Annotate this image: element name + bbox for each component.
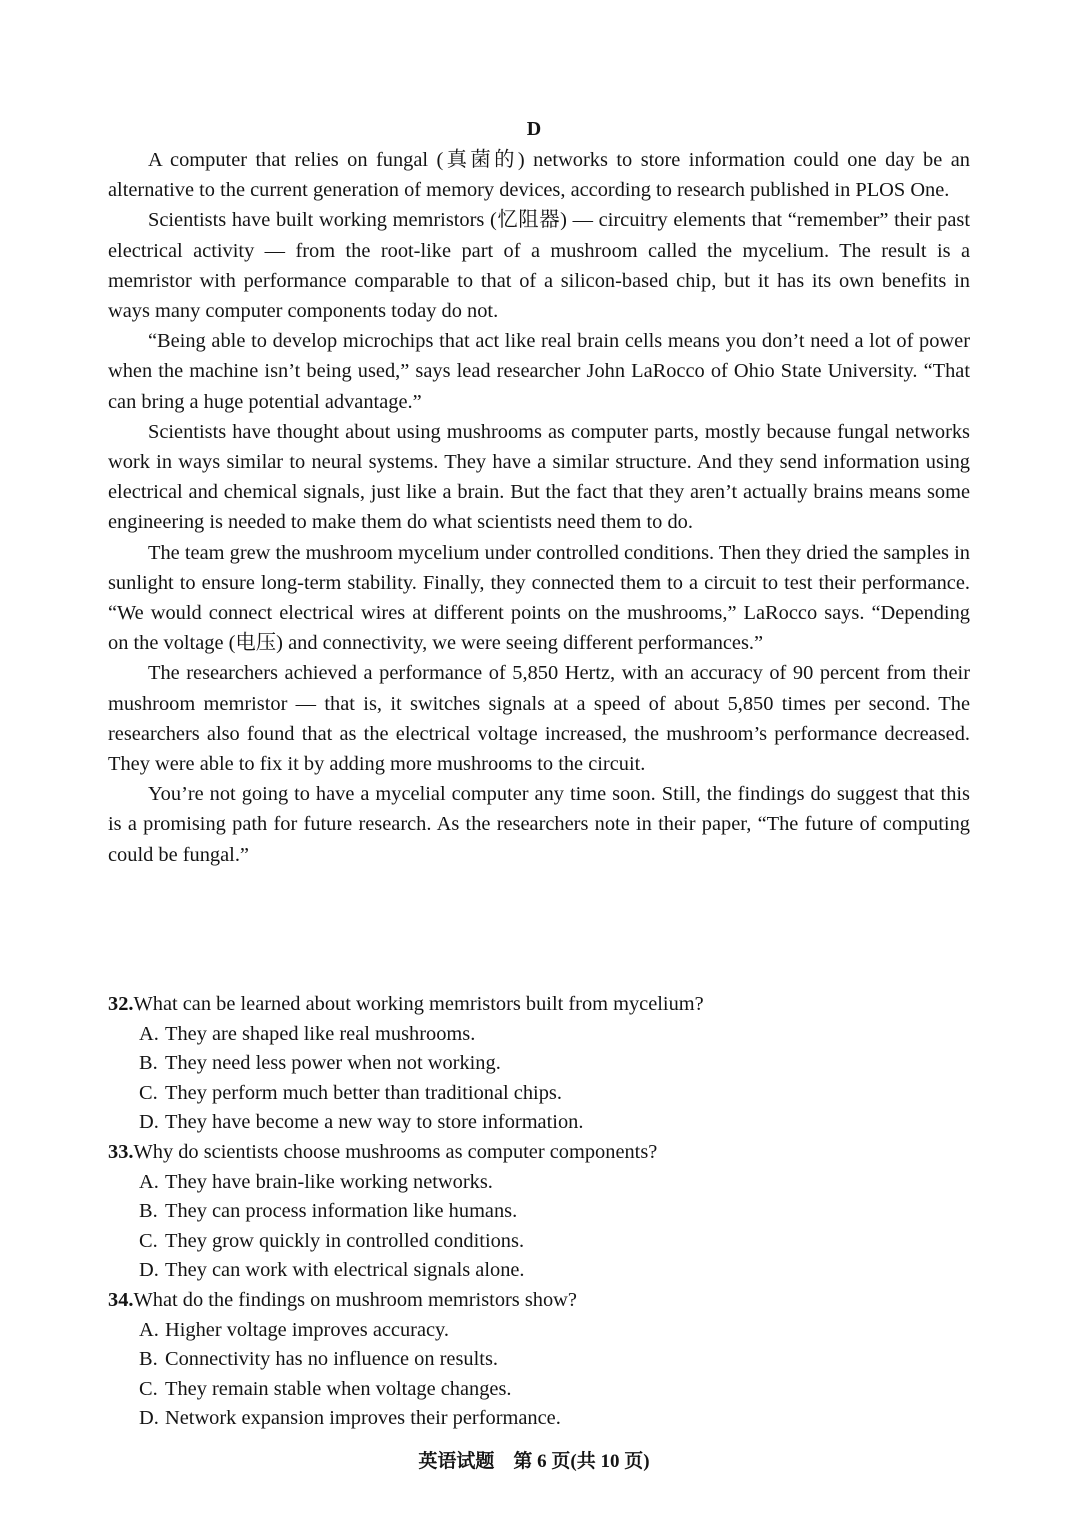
question-number: 34. [108, 1288, 134, 1311]
option-b[interactable] [139, 1345, 970, 1375]
option-letter: B. [139, 1348, 158, 1371]
option-text: They are shaped like real mushrooms. [165, 1022, 476, 1045]
question-stem [108, 990, 970, 1020]
passage-paragraph: The team grew the mushroom mycelium under controlled conditions. Then they dried the samples in sunlight to ensure long-term stability. Finally, they connected them to a circuit to test their performance. “We would connect electrical wires at different points on the mushrooms,” LaRocco says. “Depending on the voltage (电压) and connectivity, we were seeing different performances.” [108, 541, 970, 655]
question-number: 32. [108, 993, 134, 1015]
option-text: They can process information like humans. [165, 1200, 518, 1223]
option-letter: A. [139, 1022, 159, 1045]
option-letter: C. [139, 1377, 158, 1400]
passage-paragraph: Scientists have thought about using mushrooms as computer parts, mostly because fungal networks work in ways similar to neural systems. They have a similar structure. And they send information using electrical and chemical signals, just like a brain. But the fact that they aren’t actually brains means some engineering is needed to make them do what scientists need them to do. [108, 420, 970, 534]
question-list [108, 990, 970, 1434]
option-b[interactable] [139, 1197, 970, 1227]
option-text: They have become a new way to store information. [165, 1111, 584, 1134]
question-number: 33. [108, 1140, 134, 1163]
question-text: What can be learned about working memristors built from mycelium? [133, 993, 704, 1015]
page-footer: 英语试题 第 6 页(共 10 页) [418, 1451, 650, 1472]
question-stem [108, 1286, 970, 1316]
section-heading: D [526, 118, 542, 140]
option-list [108, 1168, 970, 1286]
reading-passage [108, 145, 970, 870]
option-list [108, 1020, 970, 1138]
passage-paragraph: Scientists have built working memristors (忆阻器) — circuitry elements that “remember” their past electrical activity — from the root-like part of a mushroom called the mycelium. The result is a memristor with performance comparable to that of a silicon-based chip, but it has its own benefits in ways many computer components today do not. [108, 209, 970, 323]
option-a[interactable] [139, 1316, 970, 1346]
option-letter: C. [139, 1229, 158, 1252]
option-d[interactable] [139, 1404, 970, 1434]
option-text: Higher voltage improves accuracy. [165, 1318, 450, 1341]
passage-paragraph: You’re not going to have a mycelial computer any time soon. Still, the findings do suggest that this is a promising path for future research. As the researchers note in their paper, “The future of computing could be fungal.” [108, 783, 970, 866]
option-a[interactable] [139, 1020, 970, 1050]
option-d[interactable] [139, 1256, 970, 1286]
option-a[interactable] [139, 1168, 970, 1198]
question-stem [108, 1138, 970, 1168]
passage-paragraph: “Being able to develop microchips that act like real brain cells means you don’t need a lot of power when the machine isn’t being used,” says lead researcher John LaRocco of Ohio State University. “That can bring a huge potential advantage.” [108, 330, 970, 413]
question-text: Why do scientists choose mushrooms as computer components? [133, 1140, 658, 1163]
option-text: They grow quickly in controlled conditions. [165, 1229, 525, 1252]
option-letter: C. [139, 1081, 158, 1104]
option-text: Connectivity has no influence on results. [165, 1348, 498, 1371]
option-c[interactable] [139, 1079, 970, 1109]
option-b[interactable] [139, 1049, 970, 1079]
option-text: Network expansion improves their performance. [165, 1407, 561, 1430]
question-33 [108, 1138, 970, 1286]
option-d[interactable] [139, 1108, 970, 1138]
question-32 [108, 990, 970, 1138]
option-letter: D. [139, 1111, 159, 1134]
option-list [108, 1316, 970, 1434]
option-letter: A. [139, 1318, 159, 1341]
question-34 [108, 1286, 970, 1434]
option-text: They need less power when not working. [165, 1052, 501, 1075]
option-letter: B. [139, 1200, 158, 1223]
option-letter: D. [139, 1407, 159, 1430]
question-text: What do the findings on mushroom memristors show? [133, 1288, 577, 1311]
option-text: They can work with electrical signals alone. [165, 1259, 525, 1282]
option-letter: A. [139, 1170, 159, 1193]
option-letter: B. [139, 1052, 158, 1075]
option-text: They have brain-like working networks. [165, 1170, 493, 1193]
option-text: They remain stable when voltage changes. [165, 1377, 512, 1400]
option-text: They perform much better than traditional chips. [165, 1081, 562, 1104]
passage-paragraph: A computer that relies on fungal (真菌的) networks to store information could one day be an alternative to the current generation of memory devices, according to research published in PLOS One. [108, 149, 970, 202]
passage-paragraph: The researchers achieved a performance of 5,850 Hertz, with an accuracy of 90 percent from their mushroom memristor — that is, it switches signals at a speed of about 5,850 times per second. The researchers also found that as the electrical voltage increased, the mushroom’s performance decreased. They were able to fix it by adding more mushrooms to the circuit. [108, 662, 970, 776]
option-c[interactable] [139, 1227, 970, 1257]
option-letter: D. [139, 1259, 159, 1282]
option-c[interactable] [139, 1375, 970, 1405]
